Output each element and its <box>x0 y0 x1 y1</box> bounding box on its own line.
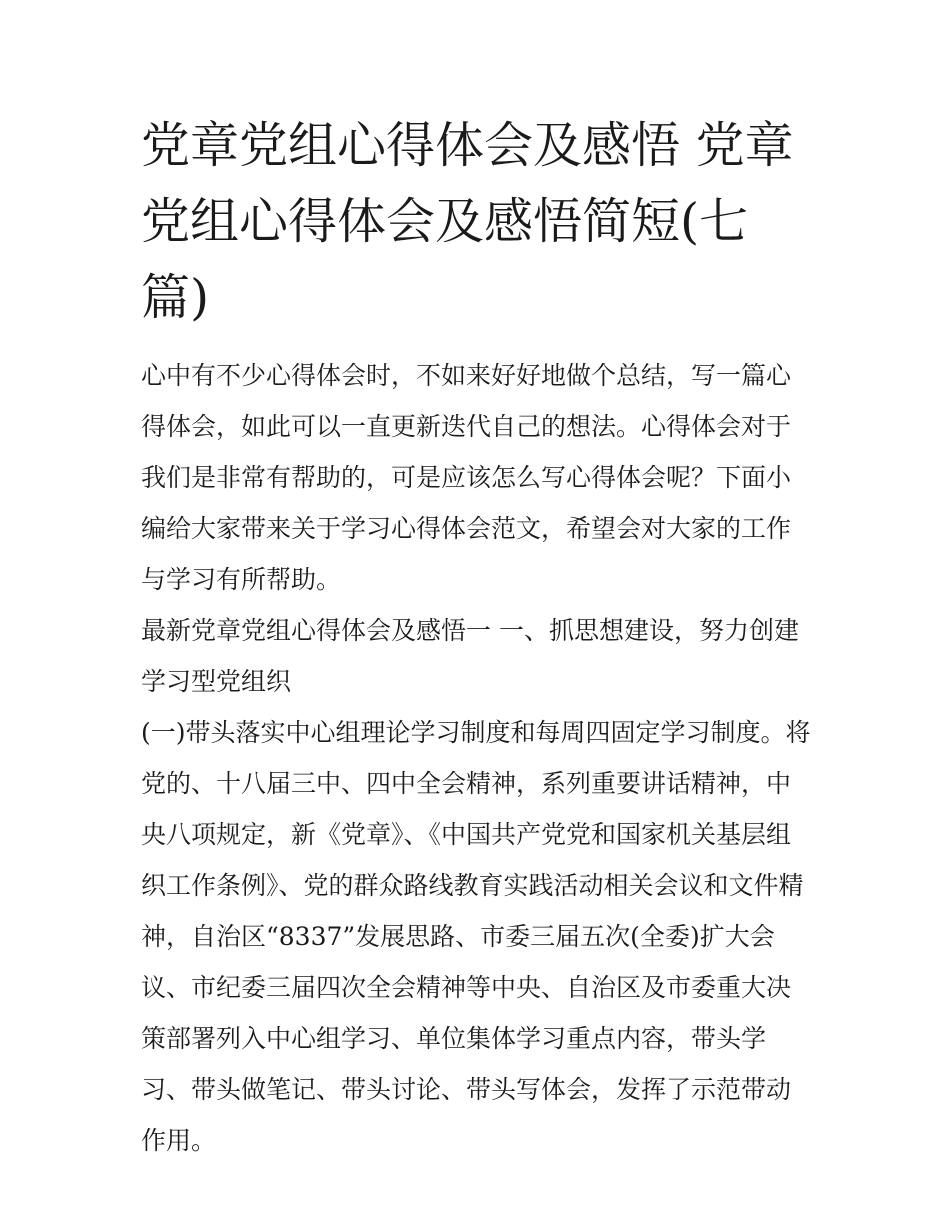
document-title: 党章党组心得体会及感悟 党章党组心得体会及感悟简短(七篇) <box>141 117 794 326</box>
intro-paragraph: 心中有不少心得体会时，不如来好好地做个总结，写一篇心得体会，如此可以一直更新迭代自己的想法。心得体会对于我们是非常有帮助的，可是应该怎么写心得体会呢？下面小编给大家带来关于学习心得体会范文，希望会对大家的工作与学习有所帮助。 <box>141 361 792 594</box>
body-paragraph: (一)带头落实中心组理论学习制度和每周四固定学习制度。将党的、十八届三中、四中全会精神，系列重要讲话精神，中央八项规定，新《党章》、《中国共产党党和国家机关基层组织工作条例》、党的群众路线教育实践活动相关会议和文件精神，自治区“8337”发展思路、市委三届五次(全委)扩大会议、市纪委三届四次全会精神等中央、自治区及市委重大决策部署列入中心组学习、单位集体学习重点内容，带头学习、带头做笔记、带头讨论、带头写体会，发挥了示范带动作用。 <box>141 718 811 1155</box>
section-heading-paragraph: 最新党章党组心得体会及感悟一 一、抓思想建设，努力创建学习型党组织 <box>141 616 799 696</box>
document-body <box>141 108 813 1166</box>
